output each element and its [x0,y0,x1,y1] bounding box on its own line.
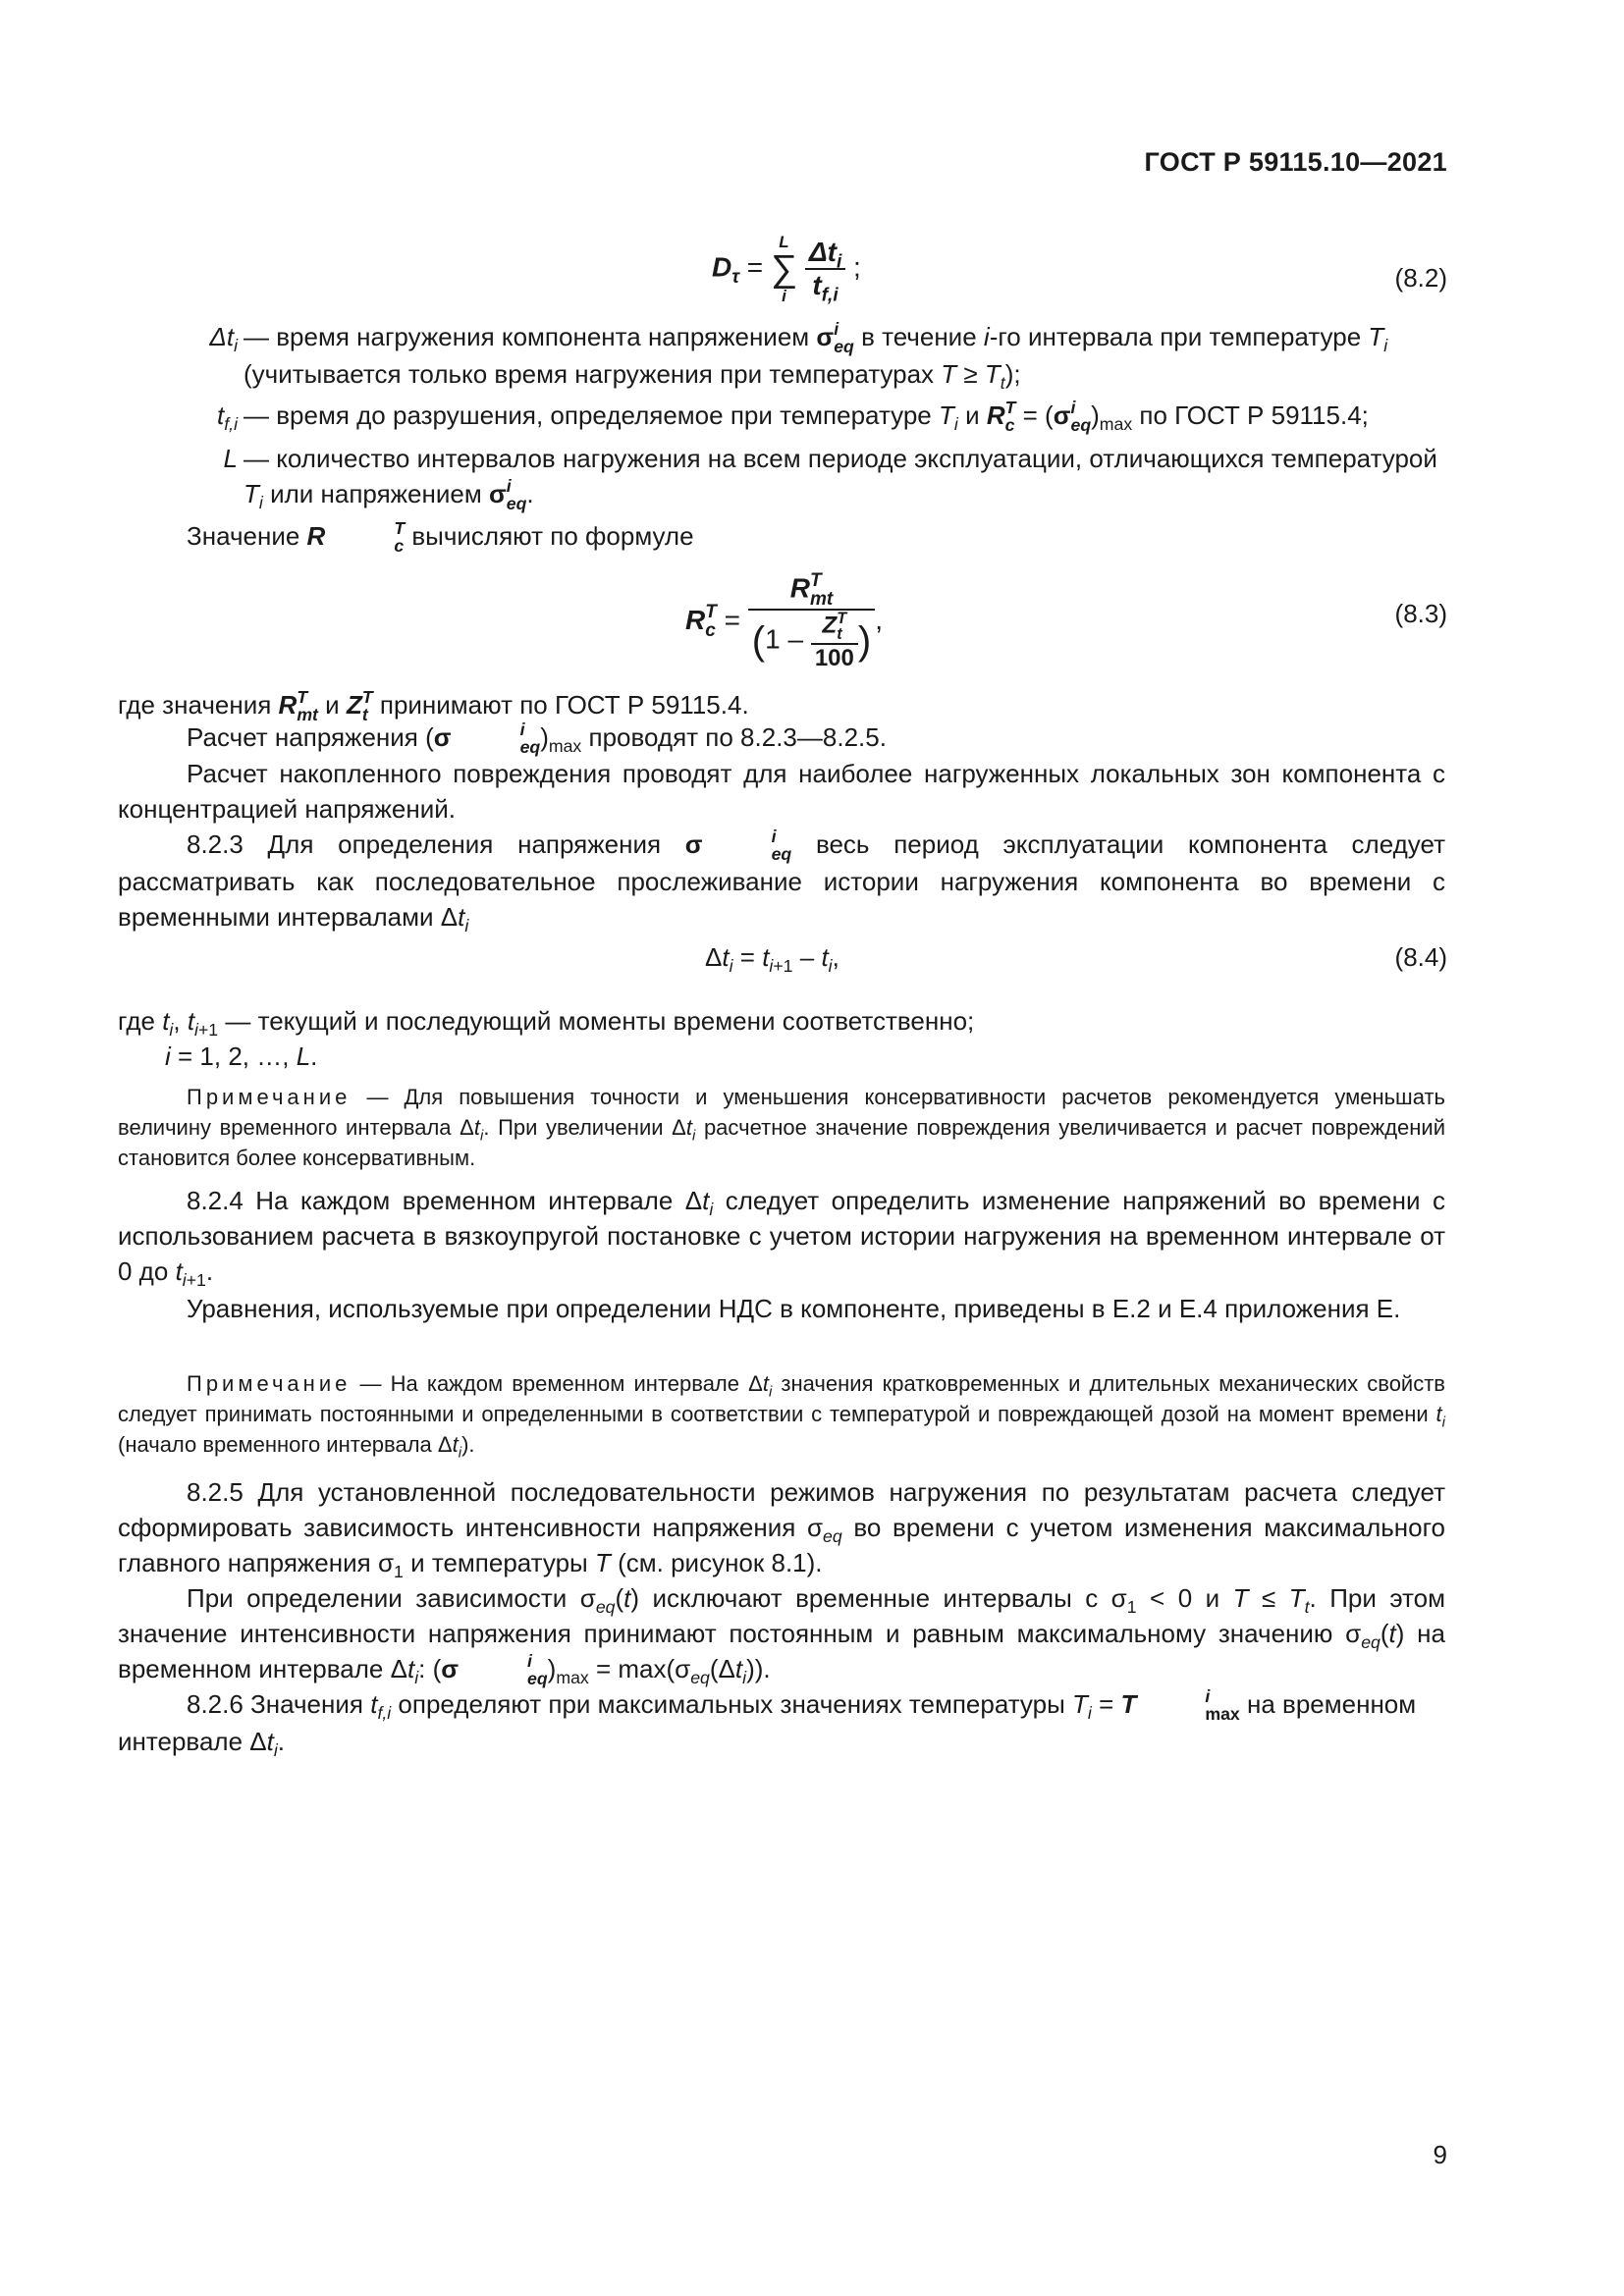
rc-intro: Значение R T c вычисляют по формуле [187,518,694,557]
where-83: где значения R T mt и Z T t принимают по ГОСТ Р 59115.4. [118,687,749,725]
formula-8-3: R T c = R T mt (1 – Z T t 100 ) , [685,570,883,671]
note-2: Примечание — На каждом временном интервале $\Delta t_i$ значения кратковременных и длительных механических свойств следует принимать постоянными и определенными в соответствии с температурой и повреждающей дозой на момент времени $t_i$ (начало временного интервала $\Delta t_i$). [118,1371,1445,1462]
paragraph-8-2-6: 8.2.6 Значения $t_{f,i}$ определяют при максимальных значениях температуры $T_i = T$ i max на временном интервале $\Delta t_i$. [118,1686,1417,1760]
paragraph-8-2-3: 8.2.3 Для определения напряжения σ i eq весь период эксплуатации компонента следует рассматривать как последовательное прослеживание истории нагружения компонента во времени с временными интервалами $\Delta t_i$ [118,827,1445,935]
definition-tf: $t_{f,i}$ — время до разрушения, определяемое при температуре $T_i$ и R T c = (σ i eq )$_{max}$ по ГОСТ Р 59115.4; [217,398,1369,435]
exclude-paragraph: При определении зависимости $\sigma_{eq}(t)$ исключают временные интервалы с $\sigma_1 < 0$ и $T \le T_t$. При этом значение интенсивности напряжения принимают постоянным и равным максимальному значению $\sigma_{eq}(t)$ на временном интервале $\Delta t_i$: (σ i eq )$_{max} = \max(\sigma_{eq}(\Delta t_i))$. [118,1583,1445,1689]
sum-symbol: L ∑ i [770,233,798,305]
note-1: Примечание — Для повышения точности и уменьшения консервативности расчетов рекомендуется уменьшать величину временного интервала $\Delta t_i$. При увеличении $\Delta t_i$ расчетное значение повреждения увеличивается и расчет повреждений становится более консервативным. [118,1085,1446,1170]
page-number: 9 [1433,2140,1447,2169]
where-84: где $t_i$, $t_{i+1}$ — текущий и последующий моменты времени соответственно; i = 1, 2, …, L. [118,1006,975,1071]
fraction-dt-tf: $\frac{\Delta t_i}{t_{f,i}}$ [805,237,845,301]
fraction-rc: R T mt (1 – Z T t 100 ) [748,571,875,672]
definition-L: L — количество интервалов нагружения на всем периоде эксплуатации, отличающихся температурой $T_i$ или напряжением σ i eq . [223,443,1437,513]
document-code-header: ГОСТ Р 59115.10—2021 [1144,147,1447,177]
calc-stress-paragraph: Расчет напряжения (σ i eq )$_{max}$ проводят по 8.2.3—8.2.5. [187,720,887,758]
definitions-list [118,319,1445,512]
definition-dt: $\Delta t_i$ — время нагружения компонента напряжением σ i eq в течение i-го интервала при температуре $T_i$ (учитывается только время нагружения при температурах $T \ge T_t$); [209,319,1388,393]
equation-number-8-4: (8.4) [1394,942,1447,972]
formula-8-4: $\Delta t_i = t_{i+1} - t_i$, [705,942,839,977]
equation-number-8-3: (8.3) [1394,599,1447,628]
paragraph-8-2-4: 8.2.4 На каждом временном интервале $\Delta t_i$ следует определить изменение напряжений во времени с использованием расчета в вязкоупругой постановке с учетом истории нагружения на временном интервале от 0 до $t_{i+1}$. [118,1186,1445,1291]
damage-paragraph: Расчет накопленного повреждения проводят для наиболее нагруженных локальных зон компонента с концентрацией напряжений. [118,759,1445,824]
equation-number-8-2: (8.2) [1394,263,1447,293]
paragraph-8-2-5: 8.2.5 Для установленной последовательности режимов нагружения по результатам расчета следует сформировать зависимость интенсивности напряжения $\sigma_{eq}$ во времени с учетом изменения максимального главного напряжения $\sigma_1$ и температуры T (см. рисунок 8.1). [118,1477,1445,1582]
formula-8-2: $D_\tau$ = L ∑ i $\frac{\Delta t_i}{t_{f,i}}$ ; [712,233,861,306]
equations-paragraph: Уравнения, используемые при определении НДС в компоненте, приведены в Е.2 и Е.4 приложения Е. [187,1294,1401,1323]
